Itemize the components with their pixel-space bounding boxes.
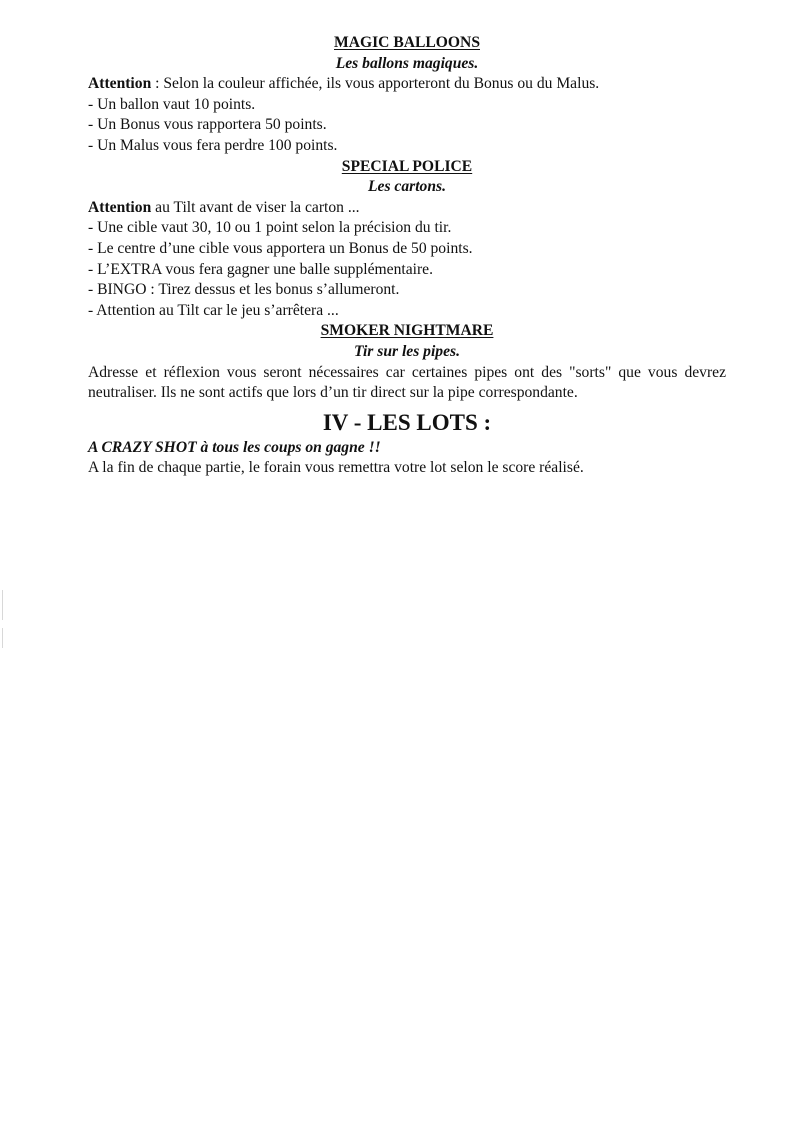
intro-bold: Attention xyxy=(88,75,152,93)
section-title: SMOKER NIGHTMARE xyxy=(320,322,494,340)
section-smoker-nightmare xyxy=(88,321,726,403)
section-subtitle: Tir sur les pipes. xyxy=(354,342,460,360)
section-special-police xyxy=(88,157,726,322)
lots-text: A la fin de chaque partie, le forain vous remettra votre lot selon le score réalisé. xyxy=(88,459,584,477)
intro-bold: Attention xyxy=(88,198,152,216)
section-lots xyxy=(88,408,726,479)
intro-text: : Selon la couleur affichée, ils vous apporteront du Bonus ou du Malus. xyxy=(151,75,600,93)
list-item: - Un Bonus vous rapportera 50 points. xyxy=(88,116,327,134)
section-title: MAGIC BALLOONS xyxy=(334,34,480,51)
document-page xyxy=(88,33,726,479)
list-item: - BINGO : Tirez dessus et les bonus s’allumeront. xyxy=(88,281,400,299)
section-paragraph: Adresse et réflexion vous seront nécessaires car certaines pipes ont des "sorts" que vous devrez neutraliser. Ils ne sont actifs que lors d’un tir direct sur la pipe correspondante. xyxy=(88,363,726,402)
section-title: SPECIAL POLICE xyxy=(341,157,473,175)
section-intro xyxy=(88,74,726,95)
scan-mark xyxy=(2,628,3,648)
section-subtitle: Les cartons. xyxy=(368,178,446,196)
list-item: - Le centre d’une cible vous apportera un Bonus de 50 points. xyxy=(88,239,473,257)
lots-slogan: A CRAZY SHOT à tous les coups on gagne !! xyxy=(88,438,381,456)
section-intro xyxy=(88,198,726,219)
lots-heading: IV - LES LOTS : xyxy=(322,409,492,435)
list-item: - Attention au Tilt car le jeu s’arrêtera ... xyxy=(88,301,339,319)
intro-text: au Tilt avant de viser la carton ... xyxy=(151,198,360,216)
list-item: - Un ballon vaut 10 points. xyxy=(88,95,256,113)
section-subtitle: Les ballons magiques. xyxy=(335,54,479,72)
list-item: - L’EXTRA vous fera gagner une balle supplémentaire. xyxy=(88,260,433,278)
scan-mark xyxy=(2,590,3,620)
list-item: - Une cible vaut 30, 10 ou 1 point selon la précision du tir. xyxy=(88,219,452,237)
section-magic-balloons xyxy=(88,33,726,157)
list-item: - Un Malus vous fera perdre 100 points. xyxy=(88,136,338,154)
